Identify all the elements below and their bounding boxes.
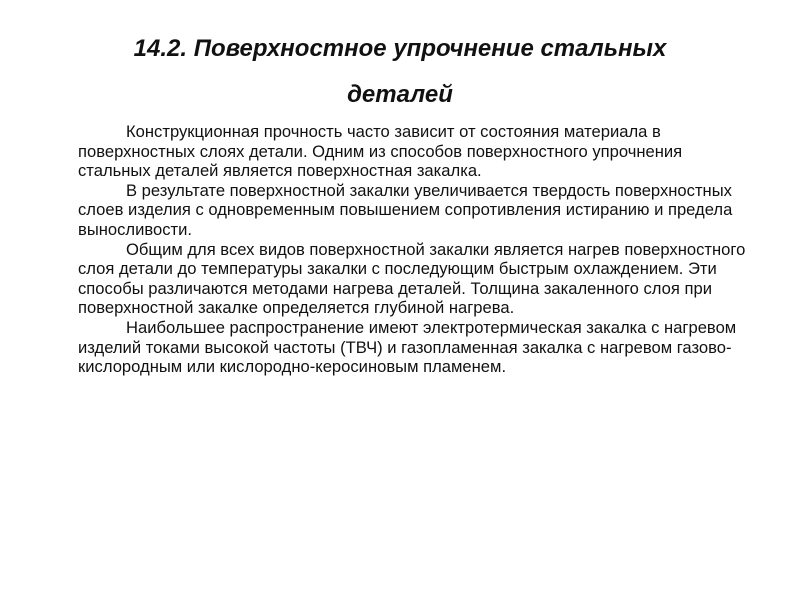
- page-title: [40, 26, 760, 118]
- body-text: [78, 122, 758, 377]
- title-line-2: деталей: [347, 81, 453, 108]
- paragraph-hfc-flame-hardening: Наибольшее распространение имеют электротермическая закалка с нагревом изделий токами высокой частоты (ТВЧ) и газопламенная закалка с нагревом газово-кислородным или кислородно-керосиновым пламенем.: [78, 317, 737, 377]
- title-line-1: 14.2. Поверхностное упрочнение стальных: [133, 35, 667, 62]
- paragraph-hardness-increase: В результате поверхностной закалки увеличивается твердость поверхностных слоев изделия с одновременным повышением сопротивления истиранию и предела выносливости.: [78, 180, 733, 239]
- paragraph-heating-methods: Общим для всех видов поверхностной закалки является нагрев поверхностного слоя детали до температуры закалки с последующим быстрым охлаждением. Эти способы различаются методами нагрева деталей. Толщина закаленного слоя при поверхностной закалке определяется глубиной нагрева.: [78, 239, 746, 318]
- paragraph-surface-strength: Конструкционная прочность часто зависит от состояния материала в поверхностных слоях детали. Одним из способов поверхностного упрочнения стальных деталей является поверхностная закалка.: [78, 122, 683, 181]
